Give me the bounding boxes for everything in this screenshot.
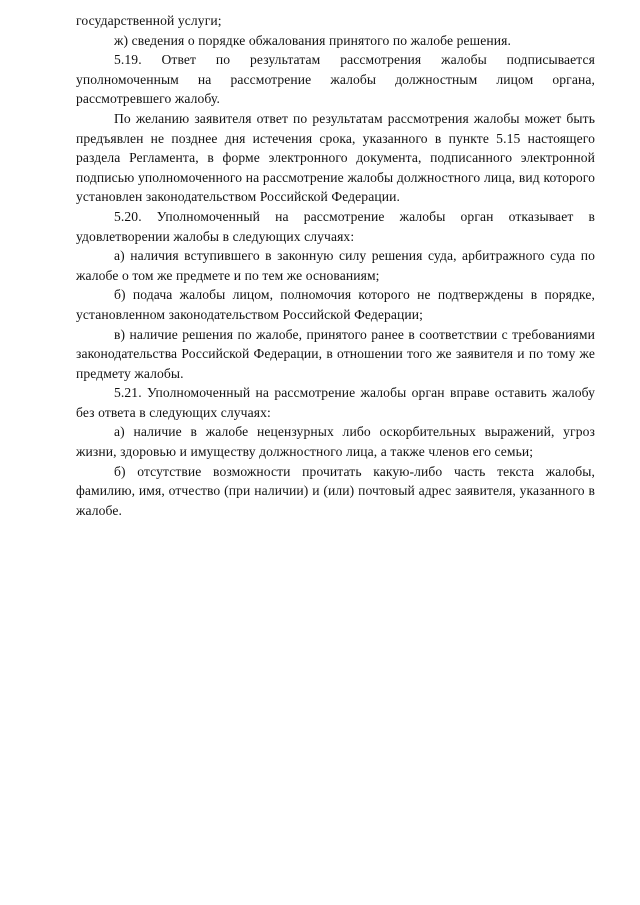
paragraph-5-20-item-a: а) наличия вступившего в законную силу решения суда, арбитражного суда по жалобе о том же предмете и по тем же основаниям; — [76, 248, 595, 283]
paragraph-item-zh: ж) сведения о порядке обжалования принятого по жалобе решения. — [114, 32, 511, 48]
paragraph-5-21-item-a: а) наличие в жалобе нецензурных либо оскорбительных выражений, угроз жизни, здоровью и имуществу должностного лица, а также членов его семьи; — [76, 424, 595, 460]
paragraph-5-19: 5.19. Ответ по результатам рассмотрения жалобы подписывается уполномоченным на рассмотрение жалобы должностным лицом органа, рассмотревшего жалобу. — [76, 52, 595, 107]
paragraph-continuation: государственной услуги; — [76, 13, 222, 28]
paragraph-electronic-response: По желанию заявителя ответ по результатам рассмотрения жалобы может быть предъявлен не позднее дня истечения срока, указанного в пункте 5.15 настоящего раздела Регламента, в форме электронного документа, подписанного электронной подписью уполномоченного на рассмотрение жалобы должностного лица, вид которого установлен законодательством Российской Федерации. — [76, 110, 595, 205]
paragraph-5-20: 5.20. Уполномоченный на рассмотрение жалобы орган отказывает в удовлетворении жалобы в следующих случаях: — [76, 208, 595, 244]
paragraph-5-20-item-v: в) наличие решения по жалобе, принятого ранее в соответствии с требованиями законодательства Российской Федерации, в отношении того же заявителя и по тому же предмету жалобы. — [76, 326, 595, 381]
paragraph-5-21: 5.21. Уполномоченный на рассмотрение жалобы орган вправе оставить жалобу без ответа в следующих случаях: — [76, 385, 595, 420]
paragraph-5-21-item-b: б) отсутствие возможности прочитать какую-либо часть текста жалобы, фамилию, имя, отчество (при наличии) и (или) почтовый адрес заявителя, указанного в жалобе. — [76, 463, 595, 518]
document-page — [76, 11, 595, 520]
paragraph-5-20-item-b: б) подача жалобы лицом, полномочия которого не подтверждены в порядке, установленном законодательством Российской Федерации; — [76, 287, 595, 322]
